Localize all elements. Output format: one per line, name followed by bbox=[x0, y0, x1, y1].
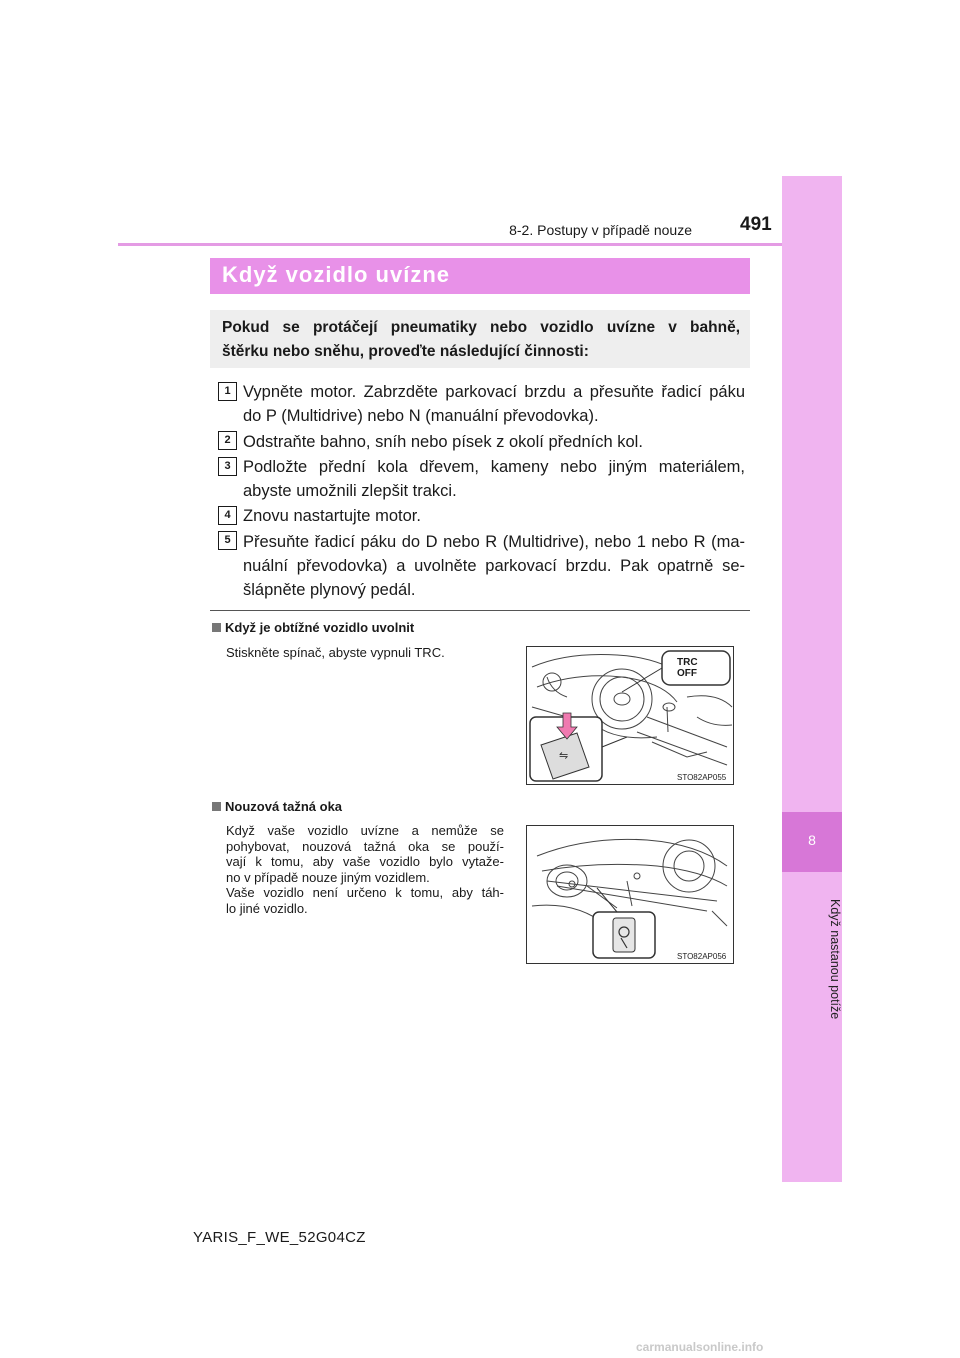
header-rule bbox=[118, 243, 782, 246]
figure-code-2: STO82AP056 bbox=[677, 952, 727, 961]
figure-code-1: STO82AP055 bbox=[677, 773, 727, 782]
step-1-line-1: Vypněte motor. Zabrzděte parkovací brzdu a přesuňte řadicí páku bbox=[243, 383, 745, 401]
step-3-line-1: Podložte přední kola dřevem, kameny nebo jiným materiálem, bbox=[243, 458, 745, 476]
step-2 bbox=[243, 430, 745, 454]
step-4 bbox=[243, 504, 745, 528]
sub-body-2 bbox=[226, 823, 504, 916]
bullet-square-icon bbox=[212, 802, 221, 811]
sub-body-2-line-6: lo jiné vozidlo. bbox=[226, 900, 308, 916]
dashboard-illustration bbox=[527, 647, 733, 784]
step-3 bbox=[243, 455, 745, 503]
step-4-line-1: Znovu nastartujte motor. bbox=[243, 507, 421, 525]
callout-line-1: TRC bbox=[677, 657, 698, 668]
step-5-line-1: Přesuňte řadicí páku do D nebo R (Multidrive), nebo 1 nebo R (ma- bbox=[243, 533, 745, 551]
sub-body-2-line-5: Vaše vozidlo není určeno k tomu, aby táh- bbox=[226, 885, 504, 900]
bullet-square-icon bbox=[212, 623, 221, 632]
step-1 bbox=[243, 380, 745, 428]
figure-trc-switch bbox=[526, 646, 734, 785]
sub-body-2-line-2: pohybovat, nouzová tažná oka se použí- bbox=[226, 838, 504, 854]
intro-text bbox=[222, 316, 740, 364]
step-5-line-2: nuální převodovka) a uvolněte parkovací brzdu. Pak opatrně se- bbox=[243, 557, 745, 575]
side-tab-label-text: Když nastanou potíže bbox=[828, 898, 842, 1020]
sub-heading-1 bbox=[212, 620, 414, 635]
figure-callout bbox=[677, 657, 698, 679]
step-2-line-1: Odstraňte bahno, sníh nebo písek z okolí předních kol. bbox=[243, 433, 643, 451]
undercarriage-illustration bbox=[527, 826, 733, 963]
step-badge-5: 5 bbox=[218, 531, 237, 550]
step-badge-3: 3 bbox=[218, 457, 237, 476]
step-badge-2: 2 bbox=[218, 431, 237, 450]
page-title: Když vozidlo uvízne bbox=[222, 262, 451, 287]
page-number: 491 bbox=[740, 214, 772, 235]
sub-body-2-line-3: vají k tomu, aby vaše vozidlo bylo vytaže- bbox=[226, 854, 504, 869]
step-badge-1: 1 bbox=[218, 382, 237, 401]
intro-line-1: Pokud se protáčejí pneumatiky nebo vozidlo uvízne v bahně, bbox=[222, 319, 740, 336]
sub-heading-2 bbox=[212, 799, 342, 814]
sub-body-2-line-1: Když vaše vozidlo uvízne a nemůže se bbox=[226, 823, 504, 838]
sub-body-1: Stiskněte spínač, abyste vypnuli TRC. bbox=[226, 645, 445, 660]
step-5-line-3: šlápněte plynový pedál. bbox=[243, 581, 416, 599]
step-3-line-2: abyste umožnili zlepšit trakci. bbox=[243, 482, 457, 500]
footer-doc-code: YARIS_F_WE_52G04CZ bbox=[193, 1229, 366, 1246]
sub-body-2-line-4: no v případě nouze jiným vozidlem. bbox=[226, 869, 430, 885]
watermark: carmanualsonline.info bbox=[636, 1340, 764, 1354]
step-1-line-2: do P (Multidrive) nebo N (manuální převodovka). bbox=[243, 407, 599, 425]
step-badge-4: 4 bbox=[218, 506, 237, 525]
sub-heading-1-text: Když je obtížné vozidlo uvolnit bbox=[225, 620, 415, 635]
intro-line-2: štěrku nebo sněhu, proveďte následující činnosti: bbox=[222, 343, 589, 360]
svg-text:⇋: ⇋ bbox=[559, 749, 569, 762]
figure-towing-eyelet bbox=[526, 825, 734, 964]
sub-heading-2-text: Nouzová tažná oka bbox=[225, 799, 343, 814]
side-tab-label bbox=[782, 880, 842, 1034]
side-tab-chapter-number: 8 bbox=[808, 832, 816, 848]
step-5 bbox=[243, 530, 745, 602]
callout-line-2: OFF bbox=[677, 668, 697, 679]
section-divider bbox=[210, 610, 750, 611]
section-title: 8-2. Postupy v případě nouze bbox=[509, 222, 692, 238]
